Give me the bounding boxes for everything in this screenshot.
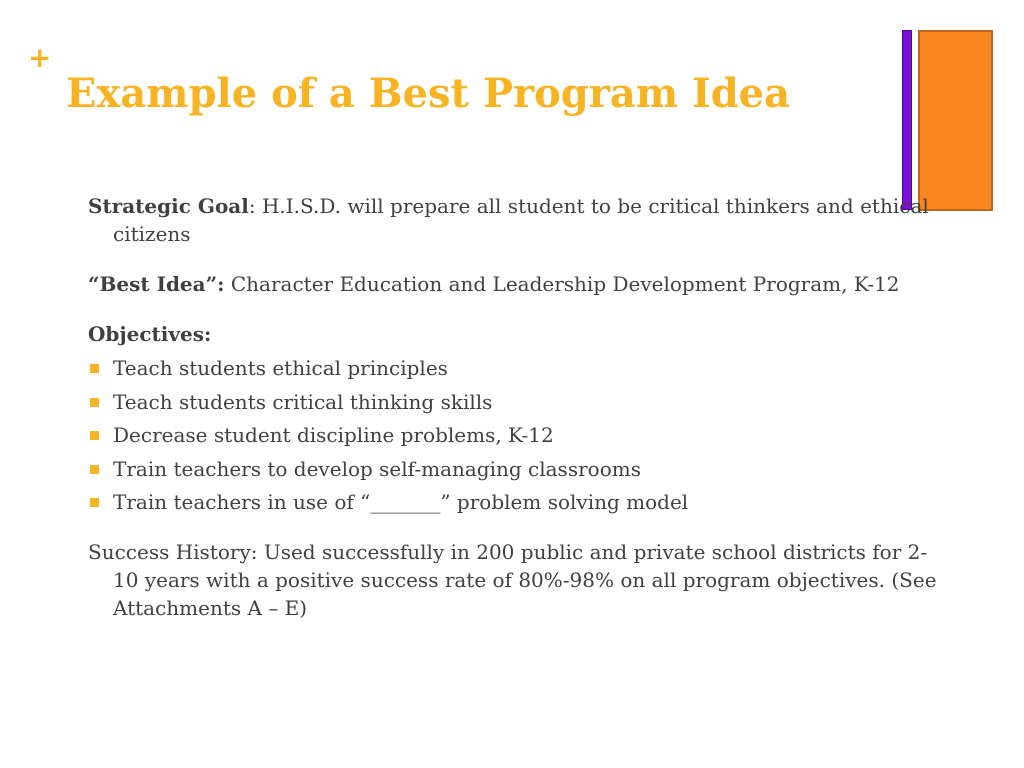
slide-body — [88, 192, 938, 644]
plus-mark: + — [28, 41, 52, 74]
accent-bar-orange — [918, 30, 993, 211]
objective-text: Train teachers in use of “_______” problem solving model — [113, 490, 689, 514]
accent-bar-purple — [902, 30, 912, 210]
square-bullet-icon — [90, 431, 99, 440]
objective-item — [88, 388, 938, 416]
objectives-list — [88, 354, 938, 516]
strategic-goal-text: : H.I.S.D. will prepare all student to be critical thinkers and ethical citizens — [113, 194, 929, 246]
success-history-paragraph: Success History: Used successfully in 200 public and private school districts for 2-10 years with a positive success rate of 80%-98% on all program objectives. (See Attachments A – E) — [88, 540, 937, 620]
square-bullet-icon — [90, 498, 99, 507]
slide-title: Example of a Best Program Idea — [66, 70, 791, 117]
objective-item — [88, 354, 938, 382]
strategic-goal-paragraph — [88, 192, 938, 248]
objective-text: Train teachers to develop self-managing classrooms — [113, 456, 641, 481]
objective-item — [88, 488, 938, 516]
square-bullet-icon — [90, 364, 99, 373]
best-idea-paragraph — [88, 270, 938, 298]
objective-text: Teach students ethical principles — [113, 356, 448, 380]
strategic-goal-label: Strategic Goal — [88, 194, 249, 218]
best-idea-label: “Best Idea”: — [88, 272, 225, 296]
objective-text: Teach students critical thinking skills — [113, 389, 493, 414]
square-bullet-icon — [90, 398, 99, 407]
best-idea-text: Character Education and Leadership Development Program, K-12 — [224, 272, 900, 296]
objectives-label: Objectives: — [88, 322, 212, 346]
objective-text: Decrease student discipline problems, K-12 — [113, 423, 554, 447]
objective-item — [88, 455, 938, 483]
objective-item — [88, 421, 938, 449]
square-bullet-icon — [90, 465, 99, 474]
